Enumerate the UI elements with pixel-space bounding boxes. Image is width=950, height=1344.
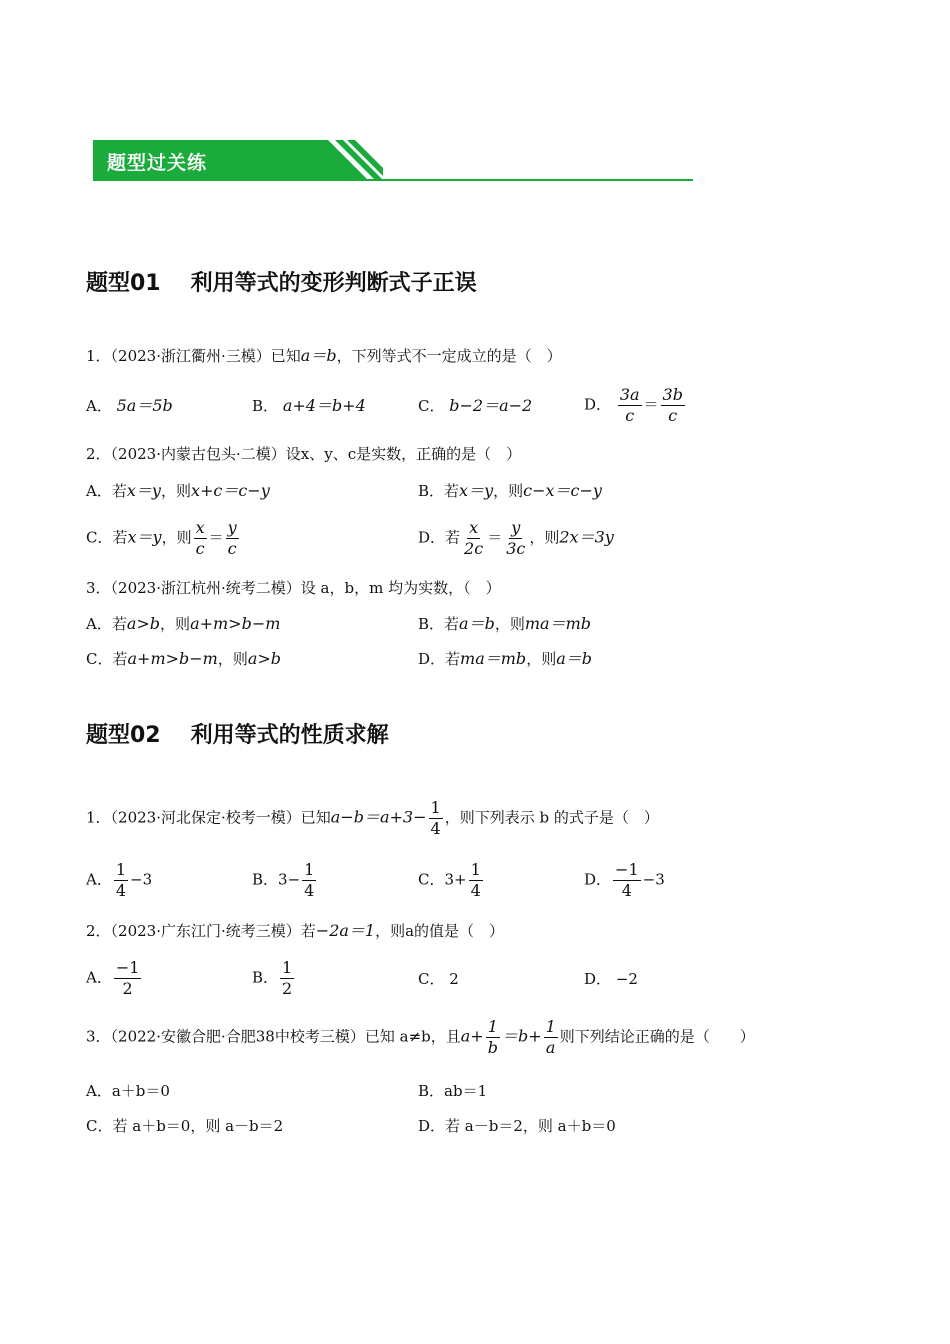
fraction [226, 518, 239, 559]
fraction [486, 1017, 500, 1058]
fraction [429, 798, 443, 839]
denominator: 4 [430, 819, 441, 838]
fraction [544, 1017, 558, 1058]
option-label: B． [418, 482, 445, 500]
numerator: −1 [115, 958, 140, 977]
option-math: a>b [126, 614, 161, 633]
denominator: 4 [470, 881, 481, 900]
option-text: 若 [445, 650, 461, 668]
question-number: 3． [86, 1027, 111, 1046]
stem-math: a+ [460, 1026, 484, 1046]
option-c[interactable] [86, 1116, 283, 1136]
equals-sign: ＝ [208, 528, 224, 547]
denominator: c [625, 406, 635, 425]
option-math: a＝b [556, 649, 592, 668]
option-math: 2x＝3y [559, 527, 614, 547]
question-source: （2022·安徽合肥·合肥38中校考三模） [110, 1027, 365, 1046]
section-title: 利用等式的变形判断式子正误 [190, 271, 477, 296]
stem-text: 则下列结论正确的是（ ） [559, 1027, 755, 1046]
question-source: （2023·广东江门·统考三模） [110, 922, 301, 940]
option-text: 若 [112, 528, 128, 547]
option-text: ，则 [493, 482, 524, 500]
option-text: ，则 [160, 615, 191, 633]
option-math: x＝y [127, 527, 162, 547]
option-a[interactable] [86, 1081, 170, 1101]
fraction [194, 518, 207, 559]
question-source: （2023·河北保定·校考一模） [110, 808, 301, 827]
numerator: 1 [470, 860, 481, 879]
option-text: ，则 [217, 650, 248, 668]
stem-math: −2a＝1 [315, 921, 376, 940]
option-math: a+4＝b+4 [282, 396, 366, 415]
question-source: （2023·内蒙古包头·二模） [110, 445, 286, 463]
equals-sign: ＝ [643, 395, 659, 414]
denominator: c [227, 539, 237, 558]
option-c[interactable] [418, 396, 532, 416]
option-b[interactable] [252, 958, 296, 999]
option-label: C． [86, 650, 113, 668]
question-number: 2． [86, 922, 111, 940]
option-math: −3 [130, 870, 153, 889]
question-stem [86, 798, 659, 839]
fraction [618, 385, 642, 426]
denominator: c [195, 539, 205, 558]
option-label: B． [252, 968, 279, 987]
option-text: a＋b＝0 [111, 1082, 170, 1100]
option-label: B． [418, 1082, 445, 1100]
option-label: D． [418, 528, 446, 547]
option-text: ，则 [526, 650, 557, 668]
option-text: ，则 [529, 528, 560, 547]
stem-text: ，下列等式不一定成立的是（ ） [336, 347, 562, 365]
question-source: （2023·浙江衢州·三模） [110, 347, 271, 365]
option-label: D． [584, 870, 612, 889]
option-c[interactable] [418, 860, 485, 901]
option-math: 5a＝5b [116, 396, 173, 415]
section-title: 利用等式的性质求解 [190, 723, 389, 748]
option-d[interactable] [584, 860, 665, 901]
fraction [613, 860, 641, 901]
option-label: A． [86, 1082, 112, 1100]
stem-text: ，则a的值是（ ） [375, 922, 505, 940]
denominator: 3c [506, 539, 526, 558]
option-label: A． [86, 968, 112, 987]
option-d[interactable] [418, 1116, 616, 1136]
stem-math: a＝b [300, 346, 337, 365]
denominator: b [487, 1038, 498, 1057]
option-d[interactable] [418, 518, 614, 559]
option-a[interactable] [86, 958, 143, 999]
option-label: D． [418, 650, 446, 668]
numerator: y [511, 518, 521, 537]
option-text: 若 a＋b＝0，则 a－b＝2 [112, 1117, 284, 1135]
option-text: 若 a－b＝2，则 a＋b＝0 [445, 1117, 616, 1135]
option-d[interactable] [584, 969, 638, 989]
option-a[interactable] [86, 396, 173, 416]
option-label: C． [418, 397, 445, 415]
option-label: A． [86, 870, 112, 889]
denominator: c [668, 406, 678, 425]
option-b[interactable] [252, 860, 318, 901]
option-label: A． [86, 482, 112, 500]
option-text: ，则 [494, 615, 525, 633]
fraction [462, 518, 485, 559]
fraction [469, 860, 483, 901]
option-math: −3 [642, 870, 665, 889]
option-b[interactable] [418, 481, 602, 501]
denominator: 2c [464, 539, 484, 558]
section-number: 题型01 [86, 271, 161, 296]
banner-title: 题型过关练 [107, 152, 208, 174]
option-math: a＝b [459, 614, 495, 633]
option-b[interactable] [252, 396, 366, 416]
question-stem [86, 444, 521, 464]
option-label: A． [86, 615, 112, 633]
option-math: −2 [615, 970, 638, 988]
question-stem [86, 346, 562, 366]
banner-underline [93, 179, 693, 181]
stem-text: ，则下列表示 b 的式子是（ ） [444, 808, 659, 827]
option-label: D． [584, 395, 612, 414]
option-math: 3+ [444, 870, 467, 889]
banner-stripes-icon [243, 140, 383, 180]
numerator: 1 [282, 958, 293, 977]
denominator: 2 [122, 979, 133, 998]
numerator: −1 [615, 860, 639, 879]
fraction [302, 860, 316, 901]
option-text: 若 [111, 615, 127, 633]
question-number: 1． [86, 808, 111, 827]
numerator: 1 [304, 860, 315, 879]
option-c[interactable] [86, 518, 241, 559]
section-heading-2 [86, 718, 389, 749]
option-math: b−2＝a−2 [449, 396, 533, 415]
option-text: 若 [444, 482, 460, 500]
option-a[interactable] [86, 481, 270, 501]
question-number: 3． [86, 579, 111, 597]
option-text: ，则 [160, 482, 191, 500]
option-c[interactable] [86, 649, 281, 669]
option-label: C． [418, 970, 445, 988]
stem-math: a−b＝a+3− [330, 807, 427, 827]
option-label: C． [418, 870, 445, 889]
option-a[interactable] [86, 860, 152, 901]
stem-text: 若 [300, 922, 316, 940]
option-d[interactable] [584, 385, 687, 426]
fraction [504, 518, 527, 559]
option-label: B． [252, 870, 279, 889]
denominator: a [545, 1038, 556, 1057]
option-label: B． [252, 397, 279, 415]
option-a[interactable] [86, 614, 280, 634]
denominator: 2 [282, 979, 293, 998]
numerator: 1 [487, 1017, 498, 1036]
fraction [661, 385, 685, 426]
stem-text: 设x、y、c是实数，正确的是（ ） [285, 445, 522, 463]
question-stem [86, 1017, 755, 1058]
option-label: C． [86, 528, 113, 547]
denominator: 4 [621, 881, 632, 900]
numerator: 1 [430, 798, 441, 817]
option-math: a>b [247, 649, 282, 668]
numerator: 3a [619, 385, 640, 404]
option-math: x＝y [459, 481, 494, 500]
option-label: D． [418, 1117, 446, 1135]
numerator: 1 [115, 860, 127, 879]
stem-math: ＝b+ [501, 1026, 542, 1046]
denominator: 4 [115, 881, 127, 900]
equals-sign: ＝ [487, 528, 503, 547]
option-math: ma＝mb [524, 614, 591, 633]
option-b[interactable] [418, 1081, 487, 1101]
question-source: （2023·浙江杭州·统考二模） [110, 579, 301, 597]
section-number: 题型02 [86, 723, 161, 748]
option-label: B． [418, 615, 445, 633]
question-stem [86, 578, 501, 598]
question-number: 1． [86, 347, 111, 365]
option-math: a+m>b−m [190, 614, 281, 633]
stem-text: 设 a，b，m 均为实数，（ ） [300, 579, 501, 597]
numerator: x [469, 518, 479, 537]
option-math: x+c＝c−y [190, 481, 270, 500]
option-math: x＝y [126, 481, 161, 500]
option-math: c−x＝c−y [523, 481, 602, 500]
fraction [280, 958, 294, 999]
option-math: 3− [278, 870, 301, 889]
fraction [114, 860, 128, 901]
numerator: y [227, 518, 237, 537]
numerator: 1 [545, 1017, 556, 1036]
option-text: 若 [112, 650, 128, 668]
stem-text: 已知 [270, 347, 301, 365]
section-banner [93, 140, 693, 182]
option-label: D． [584, 970, 612, 988]
option-text: 若 [445, 528, 461, 547]
stem-text: 已知 a≠b，且 [364, 1027, 461, 1046]
option-text: 若 [111, 482, 127, 500]
option-label: C． [86, 1117, 113, 1135]
option-text: ab＝1 [444, 1082, 488, 1100]
option-math: 2 [449, 970, 459, 988]
option-c[interactable] [418, 969, 459, 989]
fraction [114, 958, 142, 999]
denominator: 4 [304, 881, 315, 900]
option-label: A． [86, 397, 112, 415]
option-math: a+m>b−m [127, 649, 218, 668]
stem-text: 已知 [300, 808, 331, 827]
question-number: 2． [86, 445, 111, 463]
option-b[interactable] [418, 614, 591, 634]
numerator: 3b [662, 385, 683, 404]
section-heading-1 [86, 266, 477, 297]
option-d[interactable] [418, 649, 592, 669]
numerator: x [195, 518, 205, 537]
question-stem [86, 921, 504, 941]
option-math: ma＝mb [460, 649, 527, 668]
option-text: ，则 [161, 528, 192, 547]
option-text: 若 [444, 615, 460, 633]
